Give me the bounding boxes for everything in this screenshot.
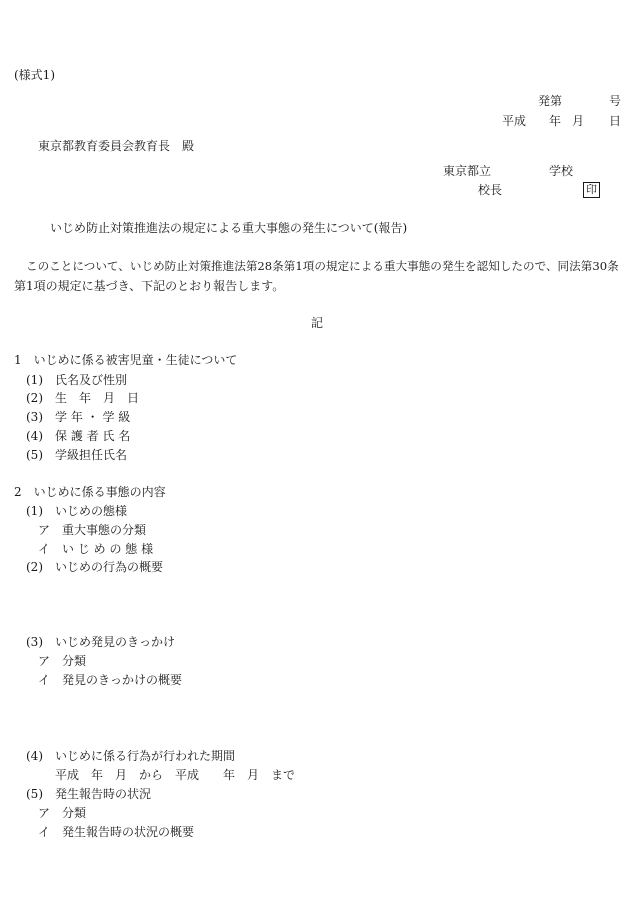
section1-item-num: (1) bbox=[26, 373, 43, 387]
section1-item-label: 学 年 ・ 学 級 bbox=[55, 410, 131, 424]
section2-item4-period: 平成 年 月 から 平成 年 月 まで bbox=[55, 768, 296, 782]
section2-item2-num: (2) bbox=[26, 560, 43, 574]
section1-item-label: 生 年 月 日 bbox=[55, 391, 140, 405]
body-line-2: 第1項の規定に基づき、下記のとおり報告します。 bbox=[14, 279, 285, 293]
section1-heading: 1 いじめに係る被害児童・生徒について bbox=[14, 353, 238, 367]
sender-principal: 校長 bbox=[478, 183, 503, 197]
section1-item-num: (3) bbox=[26, 410, 43, 424]
section2-item1-sub-i: イ い じ め の 態 様 bbox=[38, 542, 154, 556]
date-year: 年 bbox=[549, 114, 562, 128]
date-era: 平成 bbox=[502, 114, 527, 128]
section2-item1-sub-a: ア 重大事態の分類 bbox=[38, 523, 147, 537]
doc-number-prefix: 発第 bbox=[538, 94, 563, 108]
sender-school-prefix: 東京都立 bbox=[443, 164, 492, 178]
section2-item3-sub-i: イ 発見のきっかけの概要 bbox=[38, 673, 183, 687]
date-day: 日 bbox=[609, 114, 622, 128]
section2-item3-num: (3) bbox=[26, 635, 43, 649]
form-label: (様式1) bbox=[14, 68, 55, 82]
section1-item-label: 氏名及び性別 bbox=[55, 373, 128, 387]
ki-heading: 記 bbox=[311, 316, 324, 330]
seal-label: 印 bbox=[583, 182, 600, 198]
document-title: いじめ防止対策推進法の規定による重大事態の発生について(報告) bbox=[50, 221, 408, 235]
section2-item5-num: (5) bbox=[26, 787, 43, 801]
section1-item-num: (2) bbox=[26, 391, 43, 405]
section2-item1-label: いじめの態様 bbox=[55, 504, 128, 518]
section2-item5-label: 発生報告時の状況 bbox=[55, 787, 152, 801]
section2-item5-sub-i: イ 発生報告時の状況の概要 bbox=[38, 825, 195, 839]
date-month: 月 bbox=[572, 114, 585, 128]
section2-item3-sub-a: ア 分類 bbox=[38, 654, 87, 668]
section2-item4-label: いじめに係る行為が行われた期間 bbox=[55, 749, 236, 763]
seal-mark bbox=[583, 182, 600, 198]
section2-heading: 2 いじめに係る事態の内容 bbox=[14, 485, 166, 499]
addressee: 東京都教育委員会教育長 殿 bbox=[38, 139, 195, 153]
section1-item-num: (4) bbox=[26, 429, 43, 443]
section1-item-label: 学級担任氏名 bbox=[55, 448, 128, 462]
section2-item2-label: いじめの行為の概要 bbox=[55, 560, 164, 574]
doc-number-suffix: 号 bbox=[609, 94, 622, 108]
section2-item1-num: (1) bbox=[26, 504, 43, 518]
section2-item3-label: いじめ発見のきっかけ bbox=[55, 635, 176, 649]
section1-item-num: (5) bbox=[26, 448, 43, 462]
body-line-1: このことについて、いじめ防止対策推進法第28条第1項の規定による重大事態の発生を認知したので、同法第30条 bbox=[26, 259, 619, 273]
section2-item5-sub-a: ア 分類 bbox=[38, 806, 87, 820]
sender-school-suffix: 学校 bbox=[549, 164, 574, 178]
section2-item4-num: (4) bbox=[26, 749, 43, 763]
section1-item-label: 保 護 者 氏 名 bbox=[55, 429, 131, 443]
